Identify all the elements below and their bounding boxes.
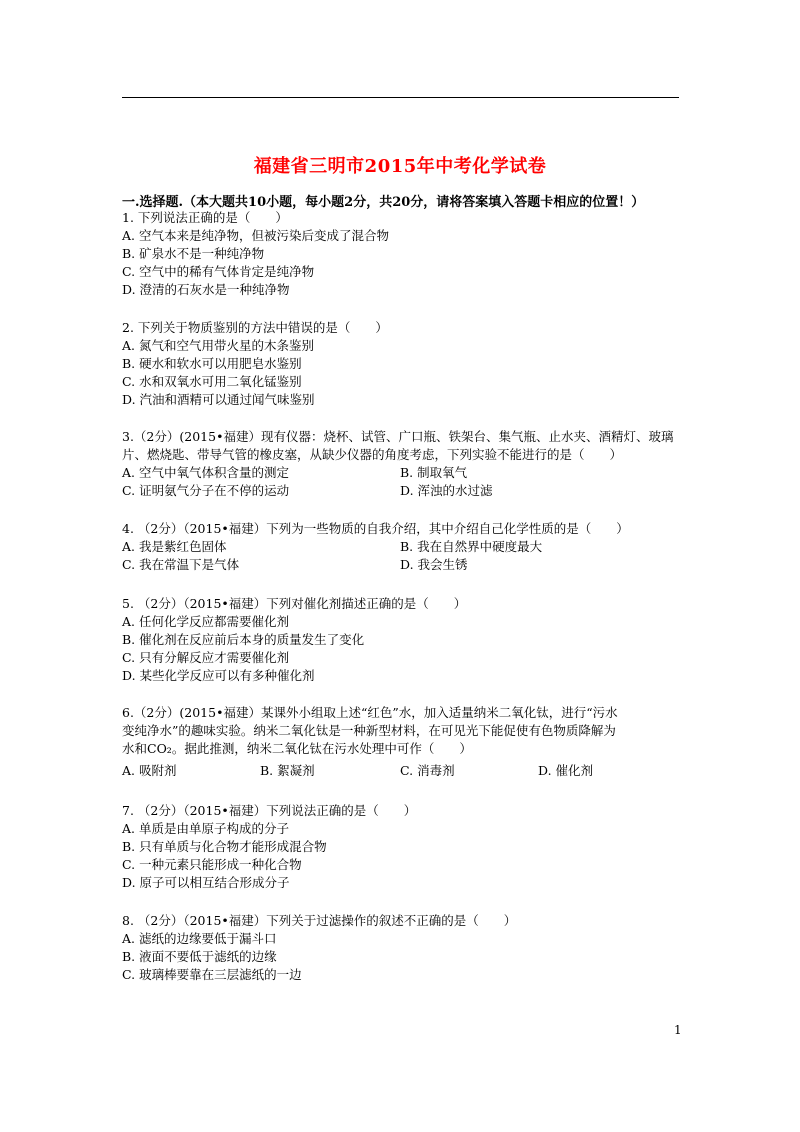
question-stem: 4. （2分）（2015•福建）下列为一些物质的自我介绍，其中介绍自己化学性质的是（ ） bbox=[122, 521, 629, 536]
option-a: A. 我是紫红色固体 bbox=[122, 539, 227, 554]
option-c: C. 水和双氧水可用二氧化锰鉴别 bbox=[122, 374, 302, 389]
option-c: C. 一种元素只能形成一种化合物 bbox=[122, 857, 302, 872]
question-stem: 水和CO₂。据此推测，纳米二氧化钛在污水处理中可作（ ） bbox=[122, 741, 472, 756]
page-title: 福建省三明市2015年中考化学试卷 bbox=[253, 156, 547, 177]
option-row bbox=[122, 482, 493, 500]
option-c: C. 玻璃棒要靠在三层滤纸的一边 bbox=[122, 967, 302, 982]
option-b: B. 硬水和软水可以用肥皂水鉴别 bbox=[122, 356, 302, 371]
option-d: D. 澄清的石灰水是一种纯净物 bbox=[122, 282, 290, 297]
option-a: A. 任何化学反应都需要催化剂 bbox=[122, 614, 289, 629]
option-row bbox=[122, 538, 543, 556]
option-d: D. 汽油和酒精可以通过闻气味鉴别 bbox=[122, 392, 315, 407]
option-c: C. 证明氨气分子在不停的运动 bbox=[122, 483, 290, 498]
option-c: C. 空气中的稀有气体肯定是纯净物 bbox=[122, 264, 315, 279]
option-d: D. 催化剂 bbox=[538, 763, 594, 778]
question-stem: 7. （2分）（2015•福建）下列说法正确的是（ ） bbox=[122, 803, 417, 818]
option-a: A. 滤纸的边缘要低于漏斗口 bbox=[122, 931, 277, 946]
option-d: D. 浑浊的水过滤 bbox=[400, 483, 493, 498]
option-c: C. 只有分解反应才需要催化剂 bbox=[122, 650, 290, 665]
option-row bbox=[122, 762, 594, 780]
section-heading: 一.选择题.（本大题共10小题，每小题2分，共20分，请将答案填入答题卡相应的位置！） bbox=[122, 195, 645, 210]
option-b: B. 催化剂在反应前后本身的质量发生了变化 bbox=[122, 632, 365, 647]
option-b: B. 矿泉水不是一种纯净物 bbox=[122, 246, 265, 261]
question-stem: 变纯净水”的趣味实验。纳米二氧化钛是一种新型材料，在可见光下能促使有色物质降解为 bbox=[122, 723, 616, 738]
option-a: A. 吸附剂 bbox=[122, 763, 177, 778]
question-stem: 2. 下列关于物质鉴别的方法中错误的是（ ） bbox=[122, 320, 388, 335]
question-stem: 5. （2分）（2015•福建）下列对催化剂描述正确的是（ ） bbox=[122, 596, 467, 611]
option-row bbox=[122, 556, 468, 574]
option-d: D. 我会生锈 bbox=[400, 557, 468, 572]
question-stem: 片、燃烧匙、带导气管的橡皮塞，从缺少仪器的角度考虑，下列实验不能进行的是（ ） bbox=[122, 447, 623, 462]
option-b: B. 液面不要低于滤纸的边缘 bbox=[122, 949, 277, 964]
question-stem: 1. 下列说法正确的是（ ） bbox=[122, 210, 288, 225]
option-d: D. 某些化学反应可以有多种催化剂 bbox=[122, 668, 315, 683]
question-stem: 3.（2分）(2015•福建）现有仪器：烧杯、试管、广口瓶、铁架台、集气瓶、止水夹、酒精灯、玻璃 bbox=[122, 429, 674, 444]
option-b: B. 絮凝剂 bbox=[260, 763, 315, 778]
option-b: B. 只有单质与化合物才能形成混合物 bbox=[122, 839, 327, 854]
option-b: B. 我在自然界中硬度最大 bbox=[400, 539, 543, 554]
question-stem: 8. （2分）（2015•福建）下列关于过滤操作的叙述不正确的是（ ） bbox=[122, 913, 517, 928]
option-b: B. 制取氧气 bbox=[400, 465, 468, 480]
question-stem: 6.（2分）(2015•福建）某课外小组取上述“红色”水，加入适量纳米二氧化钛，进行“污水 bbox=[122, 705, 618, 720]
option-row bbox=[122, 464, 468, 482]
option-a: A. 单质是由单原子构成的分子 bbox=[122, 821, 289, 836]
option-a: A. 氮气和空气用带火星的木条鉴别 bbox=[122, 338, 314, 353]
page-number: 1 bbox=[674, 1023, 682, 1037]
option-a: A. 空气中氧气体积含量的测定 bbox=[122, 465, 289, 480]
option-a: A. 空气本来是纯净物，但被污染后变成了混合物 bbox=[122, 228, 389, 243]
option-c: C. 我在常温下是气体 bbox=[122, 557, 240, 572]
option-d: D. 原子可以相互结合形成分子 bbox=[122, 875, 290, 890]
option-c: C. 消毒剂 bbox=[400, 763, 455, 778]
header-rule bbox=[122, 97, 679, 98]
